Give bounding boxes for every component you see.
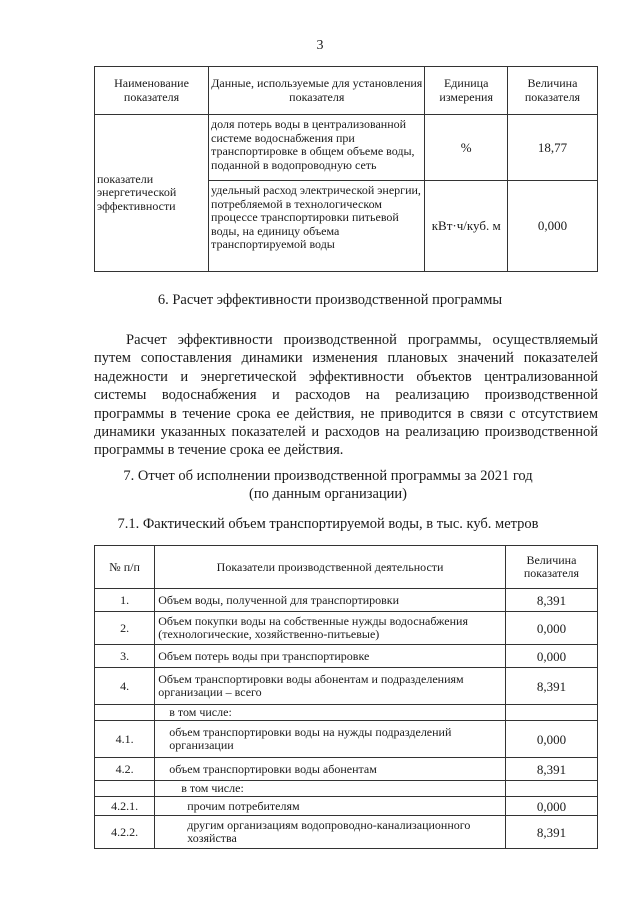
table-row: [95, 668, 598, 705]
table-row: [95, 816, 598, 849]
row-name: прочим потребителям: [155, 797, 506, 816]
section-7-heading: [8, 467, 640, 504]
section-7-1-subheading: 7.1. Фактический объем транспортируемой воды, в тыс. куб. метров: [117, 516, 539, 532]
unit-cell: %: [425, 115, 507, 181]
header-value: Величина показателя: [507, 67, 597, 115]
row-value: 8,391: [505, 589, 597, 612]
table-row: [95, 115, 598, 181]
row-number: 4.: [95, 668, 155, 705]
row-name: Объем покупки воды на собственные нужды водоснабжения (технологические, хозяйственно-питьевые): [155, 612, 506, 645]
table-row: [95, 797, 598, 816]
header-data-used: Данные, используемые для установления показателя: [209, 67, 425, 115]
row-number: 4.1.: [95, 721, 155, 758]
table-row: [95, 645, 598, 668]
row-number: [95, 705, 155, 721]
table-header-row: [95, 546, 598, 589]
row-value: 0,000: [505, 797, 597, 816]
section-6-paragraph: Расчет эффективности производственной программы, осуществляемый путем сопоставления динамики изменения плановых значений показателей надежности и энергетической эффективности объектов централизованной системы водоснабжения и расходов на реализацию производственной программы в течение срока ее действия, не приводится в связи с отсутствием динамики указанных показателей и расходов на реализацию производственной программы в течение срока ее действия.: [94, 332, 598, 459]
row-name: Объем транспортировки воды абонентам и подразделениям организации – всего: [155, 668, 506, 705]
row-name: объем транспортировки воды на нужды подразделений организации: [155, 721, 506, 758]
section-6-heading: 6. Расчет эффективности производственной программы: [157, 292, 503, 308]
table-row: [95, 589, 598, 612]
row-number: 4.2.2.: [95, 816, 155, 849]
row-name: в том числе:: [155, 781, 506, 797]
table-header-row: [95, 67, 598, 115]
row-value: 0,000: [505, 612, 597, 645]
header-indicators: Показатели производственной деятельности: [155, 546, 506, 589]
row-name: Объем потерь воды при транспортировке: [155, 645, 506, 668]
row-value: 0,000: [505, 645, 597, 668]
row-value: 8,391: [505, 668, 597, 705]
row-name: объем транспортировки воды абонентам: [155, 758, 506, 781]
data-cell: удельный расход электрической энергии, потребляемой в технологическом процессе транспортировки питьевой воды, на единицу объема транспортируемой воды: [209, 181, 425, 272]
row-value: [505, 705, 597, 721]
row-value: [505, 781, 597, 797]
value-cell: 18,77: [507, 115, 597, 181]
row-value: 8,391: [505, 816, 597, 849]
row-number: 4.2.1.: [95, 797, 155, 816]
row-number: 4.2.: [95, 758, 155, 781]
table-row: [95, 705, 598, 721]
row-number: 1.: [95, 589, 155, 612]
table-row: [95, 781, 598, 797]
row-name: другим организациям водопроводно-канализационного хозяйства: [155, 816, 506, 849]
table-row: [95, 721, 598, 758]
data-cell: доля потерь воды в централизованной системе водоснабжения при транспортировке в общем объеме воды, поданной в водопроводную сеть: [209, 115, 425, 181]
row-number: [95, 781, 155, 797]
row-value: 8,391: [505, 758, 597, 781]
row-number: 2.: [95, 612, 155, 645]
energy-efficiency-table: [94, 66, 598, 272]
row-value: 0,000: [505, 721, 597, 758]
row-name: в том числе:: [155, 705, 506, 721]
table-row: [95, 612, 598, 645]
header-value: Величина показателя: [505, 546, 597, 589]
row-number: 3.: [95, 645, 155, 668]
water-transport-table: [94, 545, 598, 849]
header-number: № п/п: [95, 546, 155, 589]
row-name: Объем воды, полученной для транспортировки: [155, 589, 506, 612]
unit-cell: кВт·ч/куб. м: [425, 181, 507, 272]
header-indicator-name: Наименование показателя: [95, 67, 209, 115]
value-cell: 0,000: [507, 181, 597, 272]
page-number: 3: [316, 38, 324, 53]
header-unit: Единица измерения: [425, 67, 507, 115]
section-7-heading-line1: 7. Отчет об исполнении производственной программы за 2021 год: [123, 468, 533, 484]
section-7-heading-line2: (по данным организации): [248, 486, 407, 503]
group-name-cell: показатели энергетической эффективности: [95, 115, 209, 272]
table-row: [95, 758, 598, 781]
